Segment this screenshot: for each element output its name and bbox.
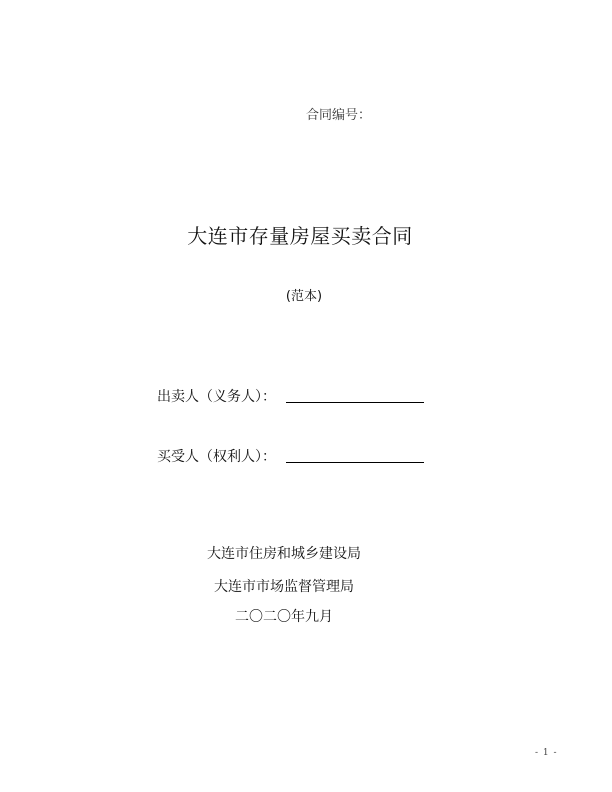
contract-number-label: 合同编号： (306, 108, 372, 123)
seller-row (157, 384, 424, 406)
document-title: 大连市存量房屋买卖合同 (187, 224, 413, 248)
document-subtitle: (范本) (285, 289, 323, 304)
issuer-housing-bureau: 大连市住房和城乡建设局 (207, 546, 361, 562)
seller-blank-line (286, 402, 424, 403)
seller-label: 出卖人（义务人）： (157, 389, 276, 405)
issuer-market-bureau: 大连市市场监督管理局 (214, 579, 354, 595)
buyer-row (157, 444, 424, 466)
buyer-label: 买受人（权利人）： (157, 449, 276, 465)
page-number: - 1 - (535, 748, 558, 758)
issue-date: 二〇二〇年九月 (235, 609, 333, 625)
buyer-blank-line (286, 462, 424, 463)
